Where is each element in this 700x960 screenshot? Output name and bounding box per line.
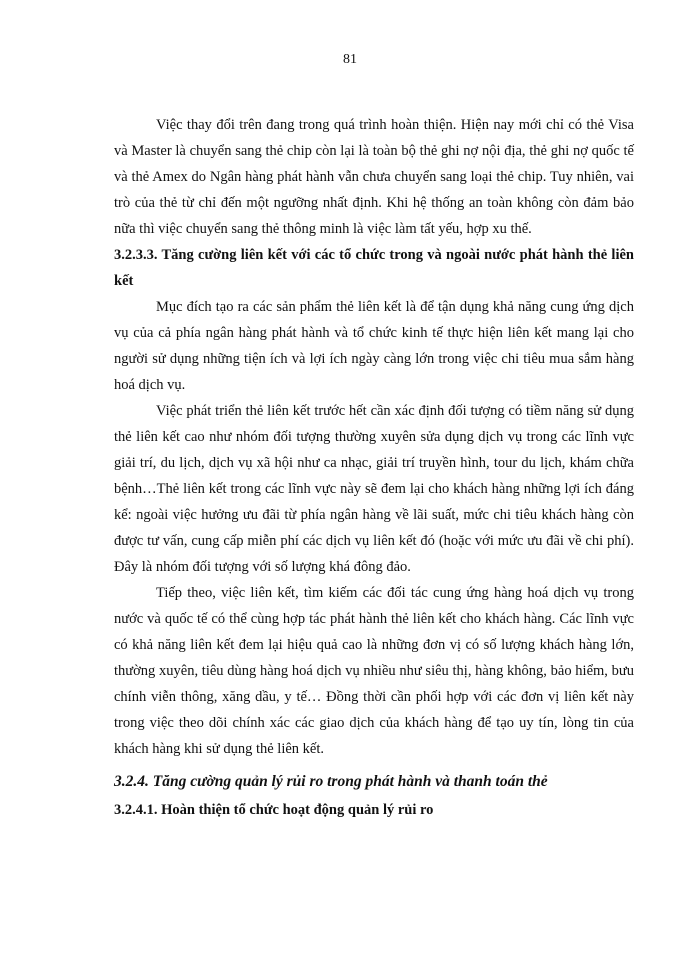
paragraph-chip-transition: Việc thay đổi trên đang trong quá trình hoàn thiện. Hiện nay mới chỉ có thẻ Visa và Master là chuyển sang thẻ chip còn lại là toàn bộ thẻ ghi nợ nội địa, thẻ ghi nợ quốc tế và thẻ Amex do Ngân hàng phát hành vẫn chưa chuyển sang loại thẻ chip. Tuy nhiên, vai trò của thẻ từ chỉ đến một ngưỡng nhất định. Khi hệ thống an toàn không còn đảm bảo nữa thì việc chuyển sang thẻ thông minh là việc làm tất yếu, hợp xu thế. [114, 117, 634, 237]
paragraph-purpose: Mục đích tạo ra các sản phẩm thẻ liên kết là để tận dụng khả năng cung ứng dịch vụ của cả phía ngân hàng phát hành và tổ chức kinh tế thực hiện liên kết mang lại cho người sử dụng những tiện ích và lợi ích ngày càng lớn trong việc chi tiêu mua sắm hàng hoá dịch vụ. [114, 299, 634, 393]
paragraph-target-customers: Việc phát triển thẻ liên kết trước hết cần xác định đối tượng có tiềm năng sử dụng thẻ liên kết cao như nhóm đối tượng thường xuyên sửa dụng dịch vụ trong các lĩnh vực giải trí, du lịch, dịch vụ xã hội như ca nhạc, giải trí truyền hình, tour du lịch, khám chữa bệnh…Thẻ liên kết trong các lĩnh vực này sẽ đem lại cho khách hàng những lợi ích đáng kể: ngoài việc hưởng ưu đãi từ phía ngân hàng về lãi suất, mức chi tiêu khách hàng còn được tư vấn, cung cấp miễn phí các dịch vụ liên kết đó (hoặc với mức ưu đãi về chi phí). Đây là nhóm đối tượng với số lượng khá đông đảo. [114, 403, 634, 575]
heading-3-2-4: 3.2.4. Tăng cường quản lý rủi ro trong phát hành và thanh toán thẻ [114, 773, 548, 790]
paragraph-partners: Tiếp theo, việc liên kết, tìm kiếm các đối tác cung ứng hàng hoá dịch vụ trong nước và quốc tế có thể cùng hợp tác phát hành thẻ liên kết cho khách hàng. Các lĩnh vực có khả năng liên kết đem lại hiệu quả cao là những đơn vị có số lượng khách hàng lớn, thường xuyên, tiêu dùng hàng hoá dịch vụ nhiều như siêu thị, hàng không, bảo hiểm, bưu chính viễn thông, xăng dầu, y tế… Đồng thời cần phối hợp với các đơn vị liên kết này trong việc theo dõi chính xác các giao dịch của khách hàng để tạo uy tín, lòng tin của khách hàng khi sử dụng thẻ liên kết. [114, 585, 634, 757]
document-body [114, 112, 634, 823]
page-number: 81 [343, 52, 357, 67]
heading-3-2-4-1: 3.2.4.1. Hoàn thiện tổ chức hoạt động quản lý rủi ro [114, 802, 434, 818]
heading-3-2-3-3: 3.2.3.3. Tăng cường liên kết với các tổ chức trong và ngoài nước phát hành thẻ liên kết [114, 247, 634, 289]
